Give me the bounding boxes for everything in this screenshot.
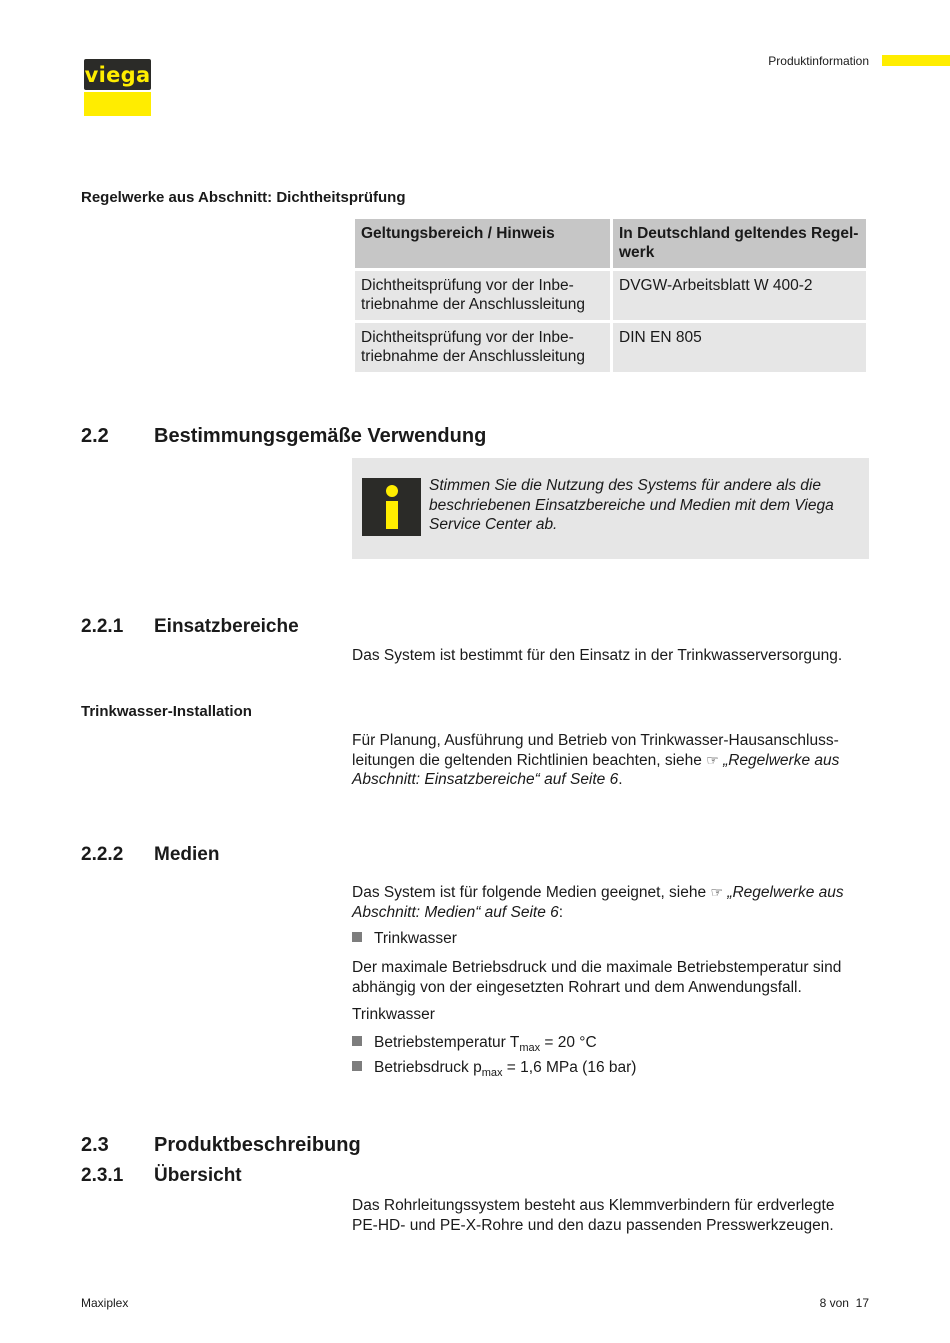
logo-yellow-bar: [84, 92, 151, 116]
section-number: 2.2: [81, 425, 109, 447]
section-title: Produktbeschreibung: [154, 1134, 361, 1156]
square-bullet-icon: [352, 932, 362, 942]
table-header-cell: Geltungsbereich / Hinweis: [355, 219, 610, 268]
section-title: Medien: [154, 844, 220, 865]
list-item-value: = 1,6 MPa (16 bar): [502, 1059, 637, 1076]
hand-pointer-icon: ☞: [706, 751, 719, 768]
paragraph: [352, 883, 864, 922]
notice-text: Stimmen Sie die Nutzung des Systems für andere als die beschriebenen Einsatzbereiche und Medien mit dem Viega Service Center ab.: [429, 477, 834, 533]
list-item: [352, 1058, 636, 1084]
list-item-text: Trinkwasser: [374, 930, 457, 947]
reference-link[interactable]: „Regelwerke aus Abschnitt: Medien“ auf Seite 6: [352, 884, 844, 921]
header-label: Produktinformation: [768, 54, 869, 68]
table-header-row: [355, 219, 866, 268]
paragraph-text: Für Planung, Ausführung und Betrieb von Trinkwasser-Hausanschluss-leitungen die geltenden Richtlinien beachten, siehe: [352, 732, 839, 769]
section-number: 2.2.2: [81, 844, 124, 865]
viega-logo: [84, 59, 151, 90]
list-item-text: Betriebsdruck p: [374, 1059, 482, 1076]
section-title: Bestimmungsgemäße Verwendung: [154, 425, 487, 447]
table-row: [355, 271, 866, 320]
subscript: max: [519, 1042, 541, 1055]
subsection-title: Trinkwasser-Installation: [81, 703, 252, 720]
list-item-value: = 20 °C: [540, 1034, 597, 1051]
paragraph: Trinkwasser: [352, 1006, 435, 1023]
header-yellow-bar: [882, 55, 950, 66]
table-row: [355, 323, 866, 372]
table-cell: Dichtheitsprüfung vor der Inbe-triebnahme der Anschlussleitung: [355, 323, 610, 372]
section-number: 2.3.1: [81, 1165, 124, 1186]
punctuation: .: [618, 771, 623, 788]
footer-product: Maxiplex: [81, 1296, 129, 1310]
table-cell: DVGW-Arbeitsblatt W 400-2: [613, 271, 866, 320]
list-item: [352, 929, 457, 949]
square-bullet-icon: [352, 1036, 362, 1046]
reference-link[interactable]: „Regelwerke aus Abschnitt: Einsatzbereiche“ auf Seite 6: [352, 751, 840, 788]
footer-page-number: 8 von 17: [819, 1296, 869, 1310]
table-header-cell: In Deutschland geltendes Regel-werk: [613, 219, 866, 268]
square-bullet-icon: [352, 1061, 362, 1071]
section-title: Einsatzbereiche: [154, 616, 299, 637]
list-item-text: Betriebstemperatur T: [374, 1034, 520, 1051]
table-cell: DIN EN 805: [613, 323, 866, 372]
hand-pointer-icon: ☞: [710, 884, 723, 900]
paragraph: Der maximale Betriebsdruck und die maximale Betriebstemperatur sind abhängig von der eingesetzten Rohrart und dem Anwendungsfall.: [352, 959, 842, 996]
list-item: [352, 1033, 597, 1059]
rules-section-title: Regelwerke aus Abschnitt: Dichtheitsprüfung: [81, 189, 406, 206]
table-cell: Dichtheitsprüfung vor der Inbe-triebnahme der Anschlussleitung: [355, 271, 610, 320]
subscript: max: [481, 1067, 503, 1080]
info-icon: [362, 478, 421, 536]
section-number: 2.3: [81, 1134, 109, 1156]
paragraph: Das System ist bestimmt für den Einsatz in der Trinkwasserversorgung.: [352, 647, 843, 664]
rules-table: [352, 216, 869, 375]
punctuation: :: [558, 903, 564, 921]
logo-text: viega: [84, 62, 151, 87]
paragraph-text: Das System ist für folgende Medien geeignet, siehe: [352, 884, 707, 901]
section-title: Übersicht: [154, 1165, 242, 1186]
paragraph: Das Rohrleitungssystem besteht aus Klemmverbindern für erdverlegte PE-HD- und PE-X-Rohre und den dazu passenden Presswerkzeugen.: [352, 1197, 835, 1234]
section-number: 2.2.1: [81, 616, 124, 637]
notice-box: [352, 458, 869, 559]
paragraph: [352, 731, 864, 790]
